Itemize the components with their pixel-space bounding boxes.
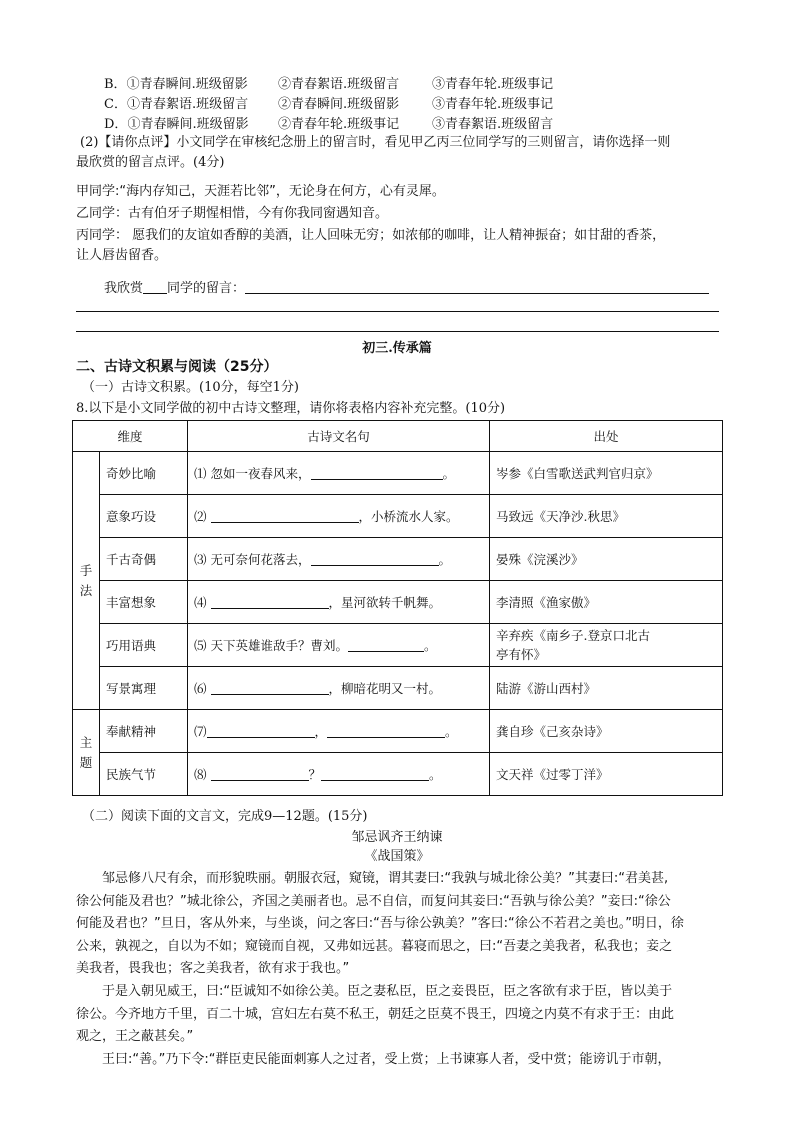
fill-blank-5[interactable] (348, 637, 424, 652)
row-dimension: 巧用语典 (100, 624, 188, 667)
reading-paragraph-2 (76, 981, 720, 1049)
source-line-2: 亭有怀》 (496, 647, 547, 662)
row-source: 岑参《白雪歌送武判官归京》 (490, 452, 723, 495)
header-dimension: 维度 (73, 421, 188, 452)
reading-p3-line: 王曰:“善。”乃下令:“群臣吏民能面刺寡人之过者，受上赏；上书谏寡人者，受中赏；能谤讥于市朝， (102, 1052, 671, 1067)
reading-p1-line: 公来，孰视之，自以为不如；窥镜而自视，又弗如远甚。暮寝而思之，曰:“吾妻之美我者，私我也；妾之 (76, 938, 673, 954)
row-poem-line (188, 581, 490, 624)
reading-title: 邹忌讽齐王纳谏 (351, 830, 443, 845)
poem-text: ？ (308, 767, 322, 782)
table-header-row (73, 421, 723, 452)
row-source: 龚自珍《己亥杂诗》 (490, 710, 723, 753)
row-source (490, 624, 723, 667)
poem-text: ， (314, 724, 328, 739)
poem-text: 。 (429, 767, 442, 782)
poem-text: ⑹ (194, 681, 211, 696)
table-row (73, 753, 723, 796)
row-source: 陆游《游山西村》 (490, 667, 723, 710)
poem-text: 。 (438, 552, 452, 567)
option-b-label: B． (104, 77, 127, 92)
answer-prefix: 我欣赏 (104, 281, 144, 296)
option-b-b: ②青春絮语.班级留言 (278, 77, 400, 92)
option-b-a: ①青春瞬间.班级留影 (126, 77, 248, 92)
table-row (73, 624, 723, 667)
poem-text: ⑶ 无可奈何花落去， (194, 552, 311, 567)
fill-blank-4[interactable] (211, 594, 329, 609)
poem-text: 。 (442, 466, 456, 481)
fill-blank-8a[interactable] (211, 766, 309, 781)
table-row (73, 452, 723, 495)
poem-text: ，小桥流水人家。 (358, 509, 459, 524)
reading-p1-line: 邹忌修八尺有余，而形貌昳丽。朝服衣冠，窥镜，谓其妻曰:“我孰与城北徐公美？”其妻曰:“君美甚, (102, 871, 669, 886)
poem-text: ，柳暗花明又一村。 (328, 681, 442, 696)
reading-paragraph-3 (76, 1049, 720, 1072)
poem-text: ⑵ (194, 509, 211, 524)
option-c-c: ③青春年轮.班级事记 (432, 97, 554, 112)
poem-text: ⑻ (194, 767, 211, 782)
row-poem-line (188, 710, 490, 753)
answer-suffix: 同学的留言： (167, 281, 246, 296)
question-2-line2: 最欣赏的留言点评。(4分) (76, 155, 225, 170)
option-d-label: D． (104, 117, 128, 132)
section-title: 二、古诗文积累与阅读（25分） (76, 359, 278, 375)
poem-text: ⑷ (194, 595, 211, 610)
option-d-c: ③青春絮语.班级留言 (432, 117, 554, 132)
row-dimension: 奉献精神 (100, 710, 188, 753)
fill-blank-1[interactable] (311, 465, 443, 480)
row-source: 马致远《天净沙.秋思》 (490, 495, 723, 538)
reading-p1-line: 何能及君也？”旦日，客从外来，与坐谈，问之客曰:“吾与徐公孰美？”客曰:“徐公不若君之美也。”明日，徐 (76, 916, 684, 931)
row-poem-line (188, 753, 490, 796)
fill-blank-8b[interactable] (321, 766, 429, 781)
question-8: 8.以下是小文同学做的初中古诗文整理，请你将表格内容补充完整。(10分) (76, 401, 506, 416)
header-source: 出处 (490, 421, 723, 452)
row-source: 李清照《渔家傲》 (490, 581, 723, 624)
reading-p2-line: 于是入朝见威王，曰:“臣诚知不如徐公美。臣之妻私臣，臣之妾畏臣，臣之客欲有求于臣，皆以美于 (102, 984, 673, 999)
header-poem-line: 古诗文名句 (188, 421, 490, 452)
student-name-blank[interactable] (143, 279, 167, 294)
answer-blank[interactable] (245, 279, 709, 294)
subsection-1: （一）古诗文积累。(10分，每空1分) (82, 380, 299, 395)
table-row (73, 710, 723, 753)
table-row (73, 581, 723, 624)
row-dimension: 意象巧设 (100, 495, 188, 538)
group-theme (73, 710, 100, 796)
reading-p2-line: 观之，王之蔽甚矣。” (76, 1029, 194, 1044)
row-source: 晏殊《浣溪沙》 (490, 538, 723, 581)
poem-text: 。 (424, 638, 437, 653)
fill-blank-6[interactable] (211, 680, 329, 695)
reading-intro: （二）阅读下面的文言文，完成9—12题。(15分) (82, 809, 368, 824)
section-banner: 初三.传承篇 (362, 341, 432, 356)
reading-source: 《战国策》 (364, 849, 430, 864)
row-dimension: 民族气节 (100, 753, 188, 796)
fill-blank-7b[interactable] (327, 723, 445, 738)
option-b (104, 76, 248, 94)
row-source: 文天祥《过零丁洋》 (490, 753, 723, 796)
answer-line (104, 279, 709, 298)
row-dimension: 写景寓理 (100, 667, 188, 710)
message-jia: 甲同学:“海内存知己，天涯若比邻”，无论身在何方，心有灵犀。 (76, 184, 445, 199)
option-c (104, 96, 248, 114)
reading-p1-line: 美我者，畏我也；客之美我者，欲有求于我也。” (76, 961, 350, 976)
option-d-a: ①青春瞬间.班级留影 (127, 117, 249, 132)
message-bing-line1: 丙同学： 愿我们的友谊如香醇的美酒，让人回味无穷；如浓郁的咖啡，让人精神振奋；如甘甜的香茶， (76, 228, 666, 243)
option-c-a: ①青春絮语.班级留言 (126, 97, 249, 112)
row-poem-line (188, 667, 490, 710)
source-line-1: 辛弃疾《南乡子.登京口北古 (496, 628, 650, 643)
fill-blank-7a[interactable] (207, 723, 315, 738)
poem-text: 。 (445, 724, 458, 739)
poetry-table (72, 420, 723, 796)
option-c-b: ②青春瞬间.班级留影 (278, 97, 400, 112)
group-technique-label: 手 法 (79, 562, 93, 598)
answer-rule-2[interactable] (76, 331, 719, 332)
reading-p2-line: 徐公。今齐地方千里，百二十城，宫妇左右莫不私王，朝廷之臣莫不畏王，四境之内莫不有求于王：由此 (76, 1006, 675, 1022)
table-row (73, 538, 723, 581)
message-bing-line2: 让人唇齿留香。 (76, 248, 168, 263)
option-d (104, 116, 249, 134)
reading-p1-line: 徐公何能及君也？”城北徐公，齐国之美丽者也。忌不自信，而复问其妾曰:“吾孰与徐公美？”妾曰:“徐公 (76, 893, 671, 909)
answer-rule-1[interactable] (76, 311, 719, 312)
message-yi: 乙同学：古有伯牙子期惺相惜，今有你我同窗遇知音。 (76, 206, 389, 221)
fill-blank-2[interactable] (211, 508, 359, 523)
row-dimension: 千古奇偶 (100, 538, 188, 581)
poem-text: ⑴ 忽如一夜春风来， (194, 466, 311, 481)
reading-paragraph-1 (76, 868, 720, 981)
poem-text: ⑺ (194, 724, 207, 739)
question-2-line1: (2)【请你点评】小文同学在审核纪念册上的留言时，看见甲乙丙三位同学写的三则留言，请你选择一则 (80, 135, 671, 150)
row-dimension: 奇妙比喻 (100, 452, 188, 495)
option-d-b: ②青春年轮.班级事记 (278, 117, 400, 132)
option-c-label: C． (104, 97, 127, 112)
row-poem-line (188, 538, 490, 581)
poem-text: ⑸ 天下英雄谁敌手？曹刘。 (194, 638, 348, 653)
poem-text: ，星河欲转千帆舞。 (328, 595, 442, 610)
group-technique (73, 452, 100, 710)
option-b-c: ③青春年轮.班级事记 (432, 77, 554, 92)
row-dimension: 丰富想象 (100, 581, 188, 624)
fill-blank-3[interactable] (311, 551, 439, 566)
row-poem-line (188, 495, 490, 538)
table-row (73, 495, 723, 538)
row-poem-line (188, 452, 490, 495)
table-row (73, 667, 723, 710)
group-theme-label: 主 题 (79, 734, 93, 770)
row-poem-line (188, 624, 490, 667)
